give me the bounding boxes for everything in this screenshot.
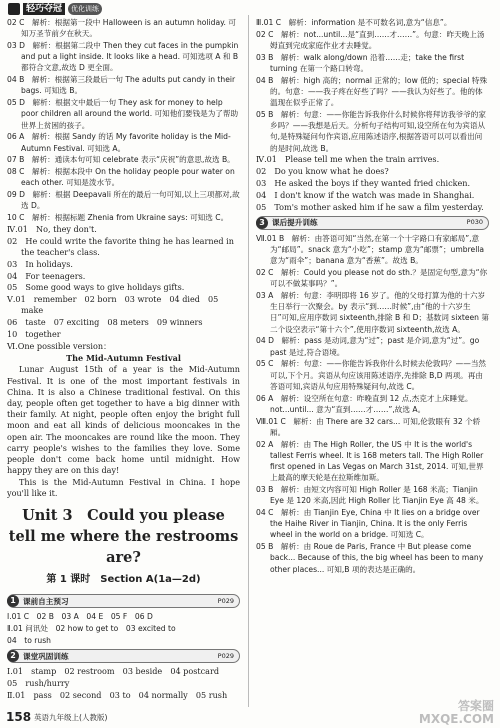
answer-item: 02 He could write the favorite thing he has learned in the teacher's class.: [7, 235, 234, 257]
answer-item: 04 For teenagers.: [7, 270, 86, 281]
unit-title: Unit 3 Could you please tell me where the restrooms are?: [8, 507, 239, 567]
answer-item: 02 C 解析：Could you please not do sth.？是固定句型,意为“你可以不做某事吗？”。: [256, 268, 488, 289]
answer-item: Ⅲ.01 C 解析：information 是不可数名词,意为“信息”。: [256, 18, 452, 27]
right-column: [256, 17, 489, 575]
answer-item: 06 A 解析：设空所在句意：昨晚直到 12 点,杰克才上床睡觉。not...until... 意为“直到……才……”,故选 A。: [256, 393, 473, 414]
answer-item: Ⅱ.01 问讯处 02 how to get to 03 excited to: [7, 624, 176, 634]
answer-item: 03 B 解析：由短文内容可知 High Roller 是 168 米高；Tianjin Eye 是 120 米高,因此 High Roller 比 Tianjin Eye 高 48 米。: [256, 485, 484, 506]
answer-item: 04 D 解析：pass 是动词,意为“过”；past 是介词,意为“过”。go past 是过,符合语境。: [256, 336, 480, 357]
left-column: [7, 17, 240, 702]
band-number: 2: [7, 650, 19, 662]
answer-item: 05 Some good ways to give holidays gifts.: [7, 282, 185, 293]
brand-name: 轻巧夺冠: [23, 3, 65, 15]
answer-item: 02 Do you know what he does?: [256, 166, 389, 177]
section-band-preview: [7, 594, 240, 608]
watermark-line: MXQE.COM: [418, 712, 494, 726]
answer-item: 03 He asked the boys if they wanted fried chicken.: [256, 178, 471, 188]
answer-item: 04 B 解析：high 高的；normal 正常的；low 低的；special 特殊的。句意：——我子疼在好些了吗？——我认为好些了。他的体温现在似乎正常了。: [256, 75, 488, 108]
answer-item: Ⅱ.01 pass 02 second 03 to 04 normally 05 rush: [7, 689, 228, 700]
section-band-after: [256, 216, 489, 230]
band-number: 3: [256, 217, 268, 229]
answer-item: 06 A 解析：根据 Sandy 的话 My favorite holiday is the Mid-Autumn Festival. 可知选 A。: [7, 132, 231, 153]
answer-item: 02 C 解析：根据第一段中 Halloween is an autumn holiday. 可知万圣节前夕在秋天。: [7, 18, 236, 39]
band-label: 课堂巩固训练: [23, 651, 69, 661]
answer-item: 02 C 解析：not...until...是“直到……才……”。句意：昨天晚上汤姆直到完成家庭作业才去睡觉。: [256, 29, 485, 50]
essay-paragraph: This is the Mid-Autumn Festival in China. I hope you'll like it.: [7, 477, 240, 499]
brand-logo: [8, 3, 20, 15]
answer-item: Ⅷ.01 C 解析：由 There are 32 cars... 可知,伦敦眼有 32 个轿厢。: [256, 416, 481, 437]
watermark: [419, 700, 494, 726]
band-page: P030: [466, 218, 483, 227]
essay-intro: Ⅵ.One possible version：: [7, 340, 112, 351]
answer-item: 05 rush/hurry: [7, 678, 70, 688]
book-title: 英语九年级上(人教版): [34, 712, 108, 722]
answer-item: 02 A 解析：由 The High Roller, the US 中 It is the world's tallest Ferris wheel. It is 168 meters tall. The High Roller first opened in Las Vegas on March 31st, 2014. 可知,世界上最高的摩天轮是在拉斯维加斯。: [256, 439, 484, 483]
answer-item: 05 B 解析：由 Roue de Paris, France 中 But please come back... Because of this, the big wheel has been to many other places... 可知,B 项的表达是正确的。: [256, 542, 484, 574]
answer-item: Ⅰ.01 stamp 02 restroom 03 beside 04 postcard: [7, 666, 220, 677]
answer-item: 04 C 解析：由 Tianjin Eye, China 中 It lies on a bridge over the Haihe River in Tianjin, China. It is the only Ferris wheel in the world on a bridge. 可知选 C。: [256, 508, 480, 540]
header: [8, 2, 102, 16]
answer-item: 04 to rush: [7, 636, 51, 645]
band-page: P029: [217, 596, 234, 605]
lesson-title: 第 1 课时 Section A(1a—2d): [46, 574, 201, 586]
essay-paragraph: Lunar August 15th of a year is the Mid-Autumn Festival. It is one of the most important festivals in China. It is also a Chinese traditional festival. On this day, people often get together to have a big dinner with their family. At night, people often enjoy the bright full moon and eat all kinds of delicious mooncakes in the open air. The mooncakes are round like the moon. They carry people's wishes to the families they love. Some people don't come back home until midnight. How happy they are on this day!: [7, 364, 240, 476]
band-label: 课前自主预习: [23, 596, 69, 606]
answer-item: Ⅶ.01 B 解析：由答语可知“当然,在第一个十字路口有家邮局”,意为“邮局”。snack 意为“小吃”；stamp 意为“邮票”；umbrella 意为“雨伞”；banana 意为“香蕉”。故选 B。: [256, 233, 485, 266]
answer-item: 03 B 解析：walk along/down 沿着……走；take the first turning 在第一个路口转弯。: [256, 52, 465, 73]
answer-item: 10 C 解析：根据标题 Zhenia from Ukraine says: 可知选 C。: [7, 213, 229, 223]
answer-item: 09 D 解析：根据 Deepavali 所在的最后一句可知,以上三项都对,故选 D。: [7, 190, 240, 211]
band-label: 课后提升训练: [272, 218, 318, 228]
answer-item: 06 taste 07 exciting 08 meters 09 winners: [7, 317, 203, 328]
watermark-line: 答案圈: [457, 699, 494, 713]
answer-item: Ⅴ.01 remember 02 born 03 wrote 04 died 05 make: [7, 294, 219, 316]
column-divider: [248, 15, 249, 707]
answer-item: 04 B 解析：根据第三段最后一句 The adults put candy in their bags. 可知选 B。: [7, 75, 236, 96]
answer-item: 03 D 解析：根据第二段中 Then they cut faces in the pumpkin and put a light inside. It looks like a head. 可知选项 A 和 B 都符合文意,故选 D 更全面。: [7, 41, 239, 73]
answer-item: Ⅳ.01 Please tell me when the train arrives.: [256, 154, 440, 165]
page-number: 158: [6, 710, 32, 724]
answer-item: 07 B 解析：通读本句可知 celebrate 表示“庆祝”的意思,故选 B。: [7, 155, 235, 165]
answer-item: Ⅰ.01 C 02 B 03 A 04 E 05 F 06 D: [7, 612, 153, 622]
answer-item: 05 D 解析：根据文中最后一句 They ask for money to help poor children all around the world. 可知他们要钱是为了帮助世界上贫困的孩子。: [7, 98, 239, 130]
essay-title: The Mid-Autumn Festival: [66, 352, 181, 363]
band-page: P029: [217, 651, 234, 660]
answer-item: 03 In holidays.: [7, 258, 73, 269]
answer-item: 05 C 解析：句意：——你能告诉我你什么时候去伦敦吗？——当然可以,下个月。宾语从句应该用陈述语序,先排除 B,D 两项。再由答语可知,宾语从句应用特殊疑问句,故选 C。: [256, 359, 487, 391]
section-band-class: [7, 649, 240, 663]
band-number: 1: [7, 595, 19, 607]
answer-item: 05 Tom's mother asked him if he saw a film yesterday.: [256, 201, 484, 212]
brand-tag: 优化训练: [68, 3, 102, 15]
answer-item: 04 I don't know if the watch was made in Shanghai.: [256, 189, 475, 200]
answer-item: 05 B 解析：句意：——你能告诉我你什么时候你将拜访我爷爷的家乡吗？——我想是后天。分析句子结构可知,设空所在句为宾语从句,是特殊疑问句作宾语,应用陈述语序,根据答语可以可以看出问的是时间,故选 B。: [256, 110, 486, 153]
answer-item: 08 C 解析：根据本段中 On the holiday people pour water on each other. 可知是泼水节。: [7, 167, 235, 188]
footer: [6, 710, 107, 724]
answer-item: Ⅳ.01 No, they don't.: [7, 224, 97, 234]
answer-item: 10 together: [7, 328, 61, 339]
answer-item: 03 A 解析：句意：李明即将 16 岁了。他的父母打算为他的十六岁生日举行一次聚会。by 表示“到……时候”,由“他的十六岁生日”可知,应用序数词 sixteenth,排除 B 和 D；基数词 sixteen 第二个设空表示“第十六个”,使用序数词 sixteenth,故选 A。: [256, 291, 489, 334]
